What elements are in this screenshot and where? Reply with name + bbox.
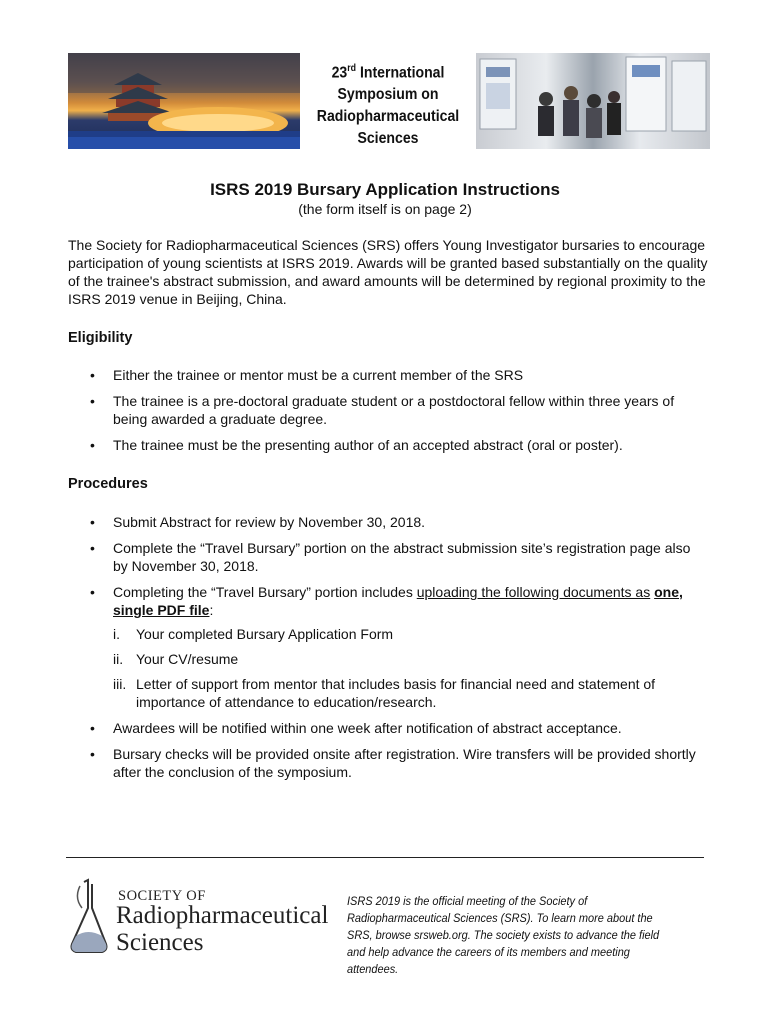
logo-line-3: Sciences — [116, 929, 204, 956]
footer-note: ISRS 2019 is the official meeting of the Society of Radiopharmaceutical Sciences (SRS). To learn more about the SRS, browse srsweb.org. The society exists to advance the field and help advance the careers of its members and meeting attendees. — [347, 894, 660, 976]
sub-list-item: ii. Your CV/resume — [113, 651, 239, 667]
list-item: • Complete the “Travel Bursary” portion on the abstract submission site’s registration page also by November 30, 2018. — [90, 540, 691, 574]
eligibility-list — [68, 366, 708, 462]
list-item: • Awardees will be notified within one week after notification of abstract acceptance. — [90, 720, 622, 736]
required-documents-list — [113, 625, 708, 711]
poster-session-photo — [476, 53, 710, 149]
list-item: • Bursary checks will be provided onsite after registration. Wire transfers will be provided shortly after the conclusion of the symposium. — [90, 746, 696, 780]
srs-logo — [66, 878, 338, 956]
symposium-title: 23rd International Symposium on Radiopharmaceutical Sciences — [316, 63, 460, 148]
intro-paragraph: The Society for Radiopharmaceutical Sciences (SRS) offers Young Investigator bursaries to encourage participation of young scientists at ISRS 2019. Awards will be granted based substantially on the quality of the trainee's abstract submission, and award amounts will be determined by regional proximity to the ISRS 2019 venue in Beijing, China. — [68, 237, 708, 307]
poster-session-illustration — [476, 53, 710, 149]
list-item: • The trainee is a pre-doctoral graduate student or a postdoctoral fellow within three years of being awarded a graduate degree. — [90, 393, 675, 427]
footer-divider — [66, 857, 704, 858]
temple-illustration — [68, 53, 300, 149]
eligibility-heading: Eligibility — [68, 330, 133, 346]
sub-list-item: iii. Letter of support from mentor that includes basis for financial need and statement of importance of attendance to education/research. — [113, 676, 656, 710]
procedures-heading: Procedures — [68, 476, 148, 492]
flask-icon — [66, 878, 112, 956]
logo-line-2: Radiopharmaceutical — [116, 902, 329, 929]
document-subtitle: (the form itself is on page 2) — [298, 201, 472, 217]
procedures-list — [68, 513, 708, 789]
list-item: • The trainee must be the presenting author of an accepted abstract (oral or poster). — [90, 437, 623, 453]
list-item: • Either the trainee or mentor must be a current member of the SRS — [90, 367, 524, 383]
sub-list-item: i. Your completed Bursary Application Form — [113, 626, 394, 642]
logo-line-1: SOCIETY OF — [118, 888, 206, 904]
list-item: • Submit Abstract for review by November 30, 2018. — [90, 514, 426, 530]
list-item: • Completing the “Travel Bursary” portion includes uploading the following documents as one, single PDF file: i. Your completed Bursary Application Form ii. Your CV/resume iii. Letter of support from mentor that includes basis for financial need and statement of importance of attendance to education/research. — [68, 583, 708, 711]
document-title: ISRS 2019 Bursary Application Instructions — [210, 180, 560, 199]
temple-of-heaven-photo — [68, 53, 300, 149]
